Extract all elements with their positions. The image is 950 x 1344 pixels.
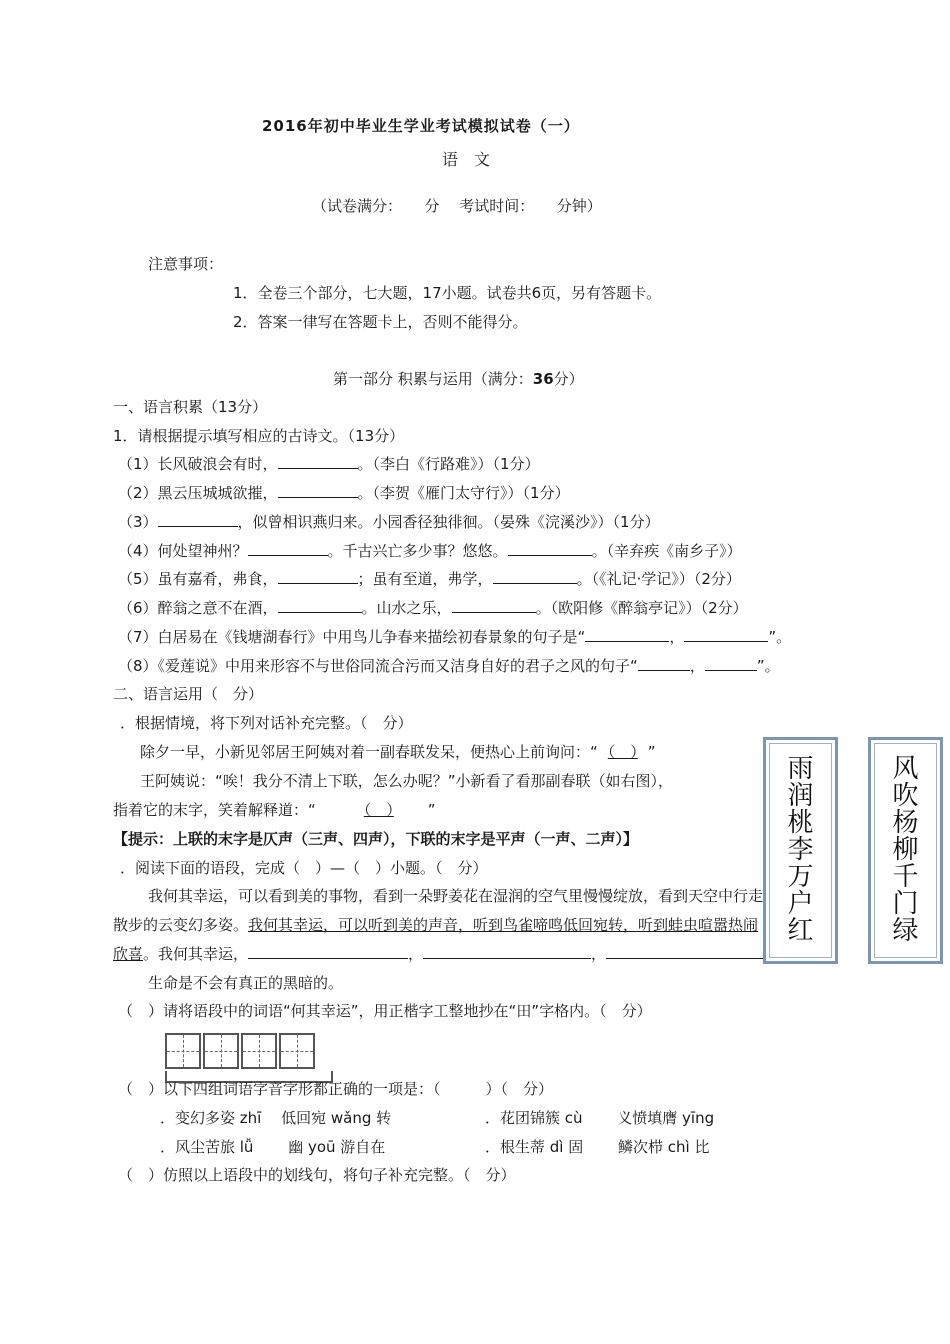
passage-line-2: 散步的云变幻多姿。我何其幸运，可以听到美的声音，听到鸟雀啼鸣低回宛转，听到蛙虫喧嚣热闹 bbox=[113, 916, 759, 934]
poem-item-7: （7）白居易在《钱塘湖春行》中用鸟儿争春来描绘初春景象的句子是“ ， ”。 bbox=[118, 628, 792, 646]
exam-info: （试卷满分： 分 考试时间： 分钟） bbox=[312, 197, 602, 215]
question-1: 1．请根据提示填写相应的古诗文。（13分） bbox=[113, 427, 405, 445]
tian-cell bbox=[165, 1033, 201, 1069]
subject-title: 语 文 bbox=[442, 150, 491, 169]
couplet-char: 户 bbox=[787, 889, 814, 919]
question-3-intro: ．阅读下面的语段，完成（ ）—（ ）小题。（ 分） bbox=[120, 859, 488, 877]
section2-heading: 二、语言运用（ 分） bbox=[113, 685, 264, 703]
subquestion-2: （ ）以下四组词语字音字形都正确的一项是：（ ）（ 分） bbox=[118, 1080, 554, 1098]
note-item-1: 1．全卷三个部分，七大题，17小题。试卷共6页，另有答题卡。 bbox=[233, 284, 662, 302]
poem-item-3: （3） ，似曾相识燕归来。小园香径独徘徊。（晏殊《浣溪沙》）（1分） bbox=[118, 513, 660, 531]
couplet-char: 风 bbox=[892, 754, 919, 784]
tian-cell bbox=[279, 1033, 315, 1069]
section1-heading: 一、语言积累（13分） bbox=[113, 398, 268, 416]
poem-item-1: （1）长风破浪会有时， 。（李白《行路难》）（1分） bbox=[118, 455, 540, 473]
exam-title: 2016年初中毕业生学业考试模拟试卷（一） bbox=[262, 117, 580, 135]
couplet-char: 千 bbox=[892, 862, 919, 892]
part1-heading: 第一部分 积累与运用（满分：36分） bbox=[333, 370, 584, 388]
poem-item-5: （5）虽有嘉肴，弗食， ；虽有至道，弗学， 。（《礼记·学记》）（2分） bbox=[118, 570, 741, 588]
couplet-char: 万 bbox=[787, 862, 814, 892]
couplet-left-scroll bbox=[763, 737, 838, 964]
couplet-char: 柳 bbox=[892, 835, 919, 865]
dialog-line-1: 除夕一早，小新见邻居王阿姨对着一副春联发呆，便热心上前询问：“ （ ） ” bbox=[140, 743, 656, 761]
couplet-char: 吹 bbox=[892, 781, 919, 811]
option-a: ．变幻多姿 zhī 低回宛 wǎng 转 bbox=[160, 1109, 392, 1127]
option-c: ．风尘苦旅 lǚ 幽 yoū 游自在 bbox=[160, 1138, 386, 1156]
couplet-char: 桃 bbox=[787, 808, 814, 838]
tian-grid bbox=[165, 1033, 317, 1069]
couplet-char: 润 bbox=[787, 781, 814, 811]
couplet-char: 雨 bbox=[787, 754, 814, 784]
subquestion-1: （ ）请将语段中的词语“何其幸运”，用正楷字工整地抄在“田”字格内。（ 分） bbox=[118, 1002, 652, 1020]
passage-line-3: 欣喜。我何其幸运， ， ， bbox=[113, 944, 781, 964]
question-2-intro: ．根据情境，将下列对话补充完整。（ 分） bbox=[120, 714, 413, 732]
dialog-line-2: 王阿姨说：“唉！我分不清上下联，怎么办呢？”小新看了看那副春联（如右图）， bbox=[140, 772, 674, 790]
couplet-char: 门 bbox=[892, 889, 919, 919]
dialog-line-3: 指着它的末字，笑着解释道：“ （ ） ” bbox=[113, 801, 436, 819]
note-item-2: 2．答案一律写在答题卡上，否则不能得分。 bbox=[233, 313, 528, 331]
passage-line-1: 我何其幸运，可以看到美的事物，看到一朵野姜花在湿润的空气里慢慢绽放，看到天空中行走 bbox=[148, 887, 764, 905]
tian-cell bbox=[203, 1033, 239, 1069]
couplet-right-scroll bbox=[868, 737, 943, 964]
hint-text: 【提示：上联的末字是仄声（三声、四声），下联的末字是平声（一声、二声）】 bbox=[113, 830, 639, 848]
couplet-char: 李 bbox=[787, 835, 814, 865]
passage-line-4: 生命是不会有真正的黑暗的。 bbox=[148, 974, 344, 992]
poem-item-6: （6）醉翁之意不在酒， 。山水之乐， 。（欧阳修《醉翁亭记》）（2分） bbox=[118, 599, 748, 617]
tian-cell bbox=[241, 1033, 277, 1069]
couplet-char: 红 bbox=[787, 916, 814, 946]
poem-item-8: （8）《爱莲说》中用来形容不与世俗同流合污而又洁身自好的君子之风的句子“ ， ”。 bbox=[118, 657, 780, 675]
poem-item-4: （4）何处望神州？ 。千古兴亡多少事？悠悠。 。（辛弃疾《南乡子》） bbox=[118, 542, 742, 560]
option-b: ．花团锦簇 cù 义愤填膺 yīng bbox=[485, 1109, 715, 1127]
couplet-char: 绿 bbox=[892, 916, 919, 946]
notes-label: 注意事项： bbox=[148, 255, 224, 273]
couplet-char: 杨 bbox=[892, 808, 919, 838]
option-d: ．根生蒂 dì 固 鳞次栉 chì 比 bbox=[485, 1138, 710, 1156]
poem-item-2: （2）黑云压城城欲摧， 。（李贺《雁门太守行》）（1分） bbox=[118, 484, 570, 502]
subquestion-3: （ ）仿照以上语段中的划线句，将句子补充完整。（ 分） bbox=[118, 1166, 516, 1184]
